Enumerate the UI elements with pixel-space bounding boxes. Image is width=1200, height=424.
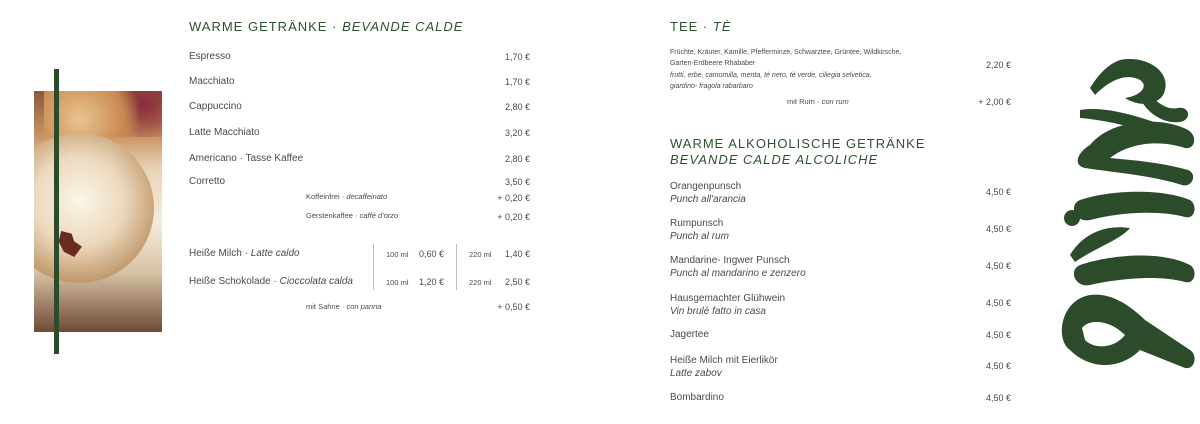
extra-price: + 0,20 € (497, 193, 530, 203)
menu-item-name: Cappuccino (189, 101, 242, 112)
extra-option: Gerstenkaffee · caffé d'orzo (306, 211, 399, 220)
tea-description-it: frutti, erbe, camomilla, menta, tè nero, tè verde, ciliegia selvetica, giardino- fragola rabarbaro (670, 72, 872, 90)
menu-item-name: Bombardino (670, 392, 724, 403)
menu-item-price: 4,50 € (985, 224, 1011, 234)
tea-rum-price: + 2,00 € (978, 97, 1011, 107)
menu-item-price: 3,20 € (504, 128, 530, 138)
coffee-cup-image (34, 133, 154, 283)
size-price: 1,40 € (504, 249, 530, 259)
green-vertical-bar (54, 69, 59, 354)
drinks-script-logo (1050, 50, 1200, 380)
menu-item-price: 4,50 € (985, 361, 1011, 371)
size-label: 100 ml (386, 278, 409, 287)
size-price: 0,60 € (419, 249, 445, 259)
warm-drinks-title: WARME GETRÄNKE · BEVANDE CALDE (189, 19, 464, 34)
column-divider (456, 244, 457, 290)
extra-option: Koffeinfrei · decaffeinato (306, 192, 388, 201)
tea-description-de: Früchte, Kräuter, Kamille, Pfefferminze, Schwarztee, Grüntee, Wildkirsche, Garten-Erdbeere Rhababer (670, 49, 902, 67)
menu-item-name: Hausgemachter Glühwein Vin brulé fatto in casa (670, 293, 786, 317)
menu-item-price: 1,70 € (504, 52, 530, 62)
menu-item-name: Latte Macchiato (189, 127, 260, 138)
tea-rum-option: mit Rum · con rum (787, 97, 849, 106)
tea-title: TEE · TÈ (670, 19, 732, 34)
menu-item-name: Mandarine- Ingwer Punsch Punch al mandarino e zenzero (670, 255, 806, 279)
extra-option: mit Sahne · con panna (306, 302, 382, 311)
menu-item-price: 2,80 € (504, 154, 530, 164)
menu-item-price: 4,50 € (985, 298, 1011, 308)
menu-item-name: Macchiato (189, 76, 235, 87)
menu-item-price: 2,80 € (504, 102, 530, 112)
menu-item-name: Americano · Tasse Kaffee (189, 153, 304, 164)
menu-item-price: 3,50 € (504, 177, 530, 187)
size-label: 100 ml (386, 250, 409, 259)
menu-item-name: Orangenpunsch Punch all'arancia (670, 181, 746, 205)
menu-item-price: 1,70 € (504, 77, 530, 87)
size-price: 2,50 € (504, 277, 530, 287)
menu-item-name: Heiße Schokolade · Cioccolata calda (189, 276, 353, 287)
tea-price: 2,20 € (985, 60, 1011, 70)
menu-item-name: Corretto (189, 176, 226, 187)
menu-item-name: Heiße Milch mit Eierlikör Latte zabov (670, 355, 778, 379)
column-divider (373, 244, 374, 290)
size-price: 1,20 € (419, 277, 445, 287)
alcohol-title: WARME ALKOHOLISCHE GETRÄNKE BEVANDE CALDE ALCOLICHE (670, 136, 926, 167)
menu-item-name: Espresso (189, 51, 231, 62)
pastry-image (44, 91, 162, 137)
extra-price: + 0,50 € (497, 302, 530, 312)
menu-item-price: 4,50 € (985, 393, 1011, 403)
size-label: 220 ml (469, 278, 492, 287)
menu-item-price: 4,50 € (985, 330, 1011, 340)
menu-item-name: Rumpunsch Punch al rum (670, 218, 729, 242)
menu-item-price: 4,50 € (985, 187, 1011, 197)
menu-item-name: Heiße Milch · Latte caldo (189, 248, 300, 259)
menu-item-price: 4,50 € (985, 261, 1011, 271)
extra-price: + 0,20 € (497, 212, 530, 222)
menu-item-name: Jagertee (670, 329, 709, 340)
size-label: 220 ml (469, 250, 492, 259)
